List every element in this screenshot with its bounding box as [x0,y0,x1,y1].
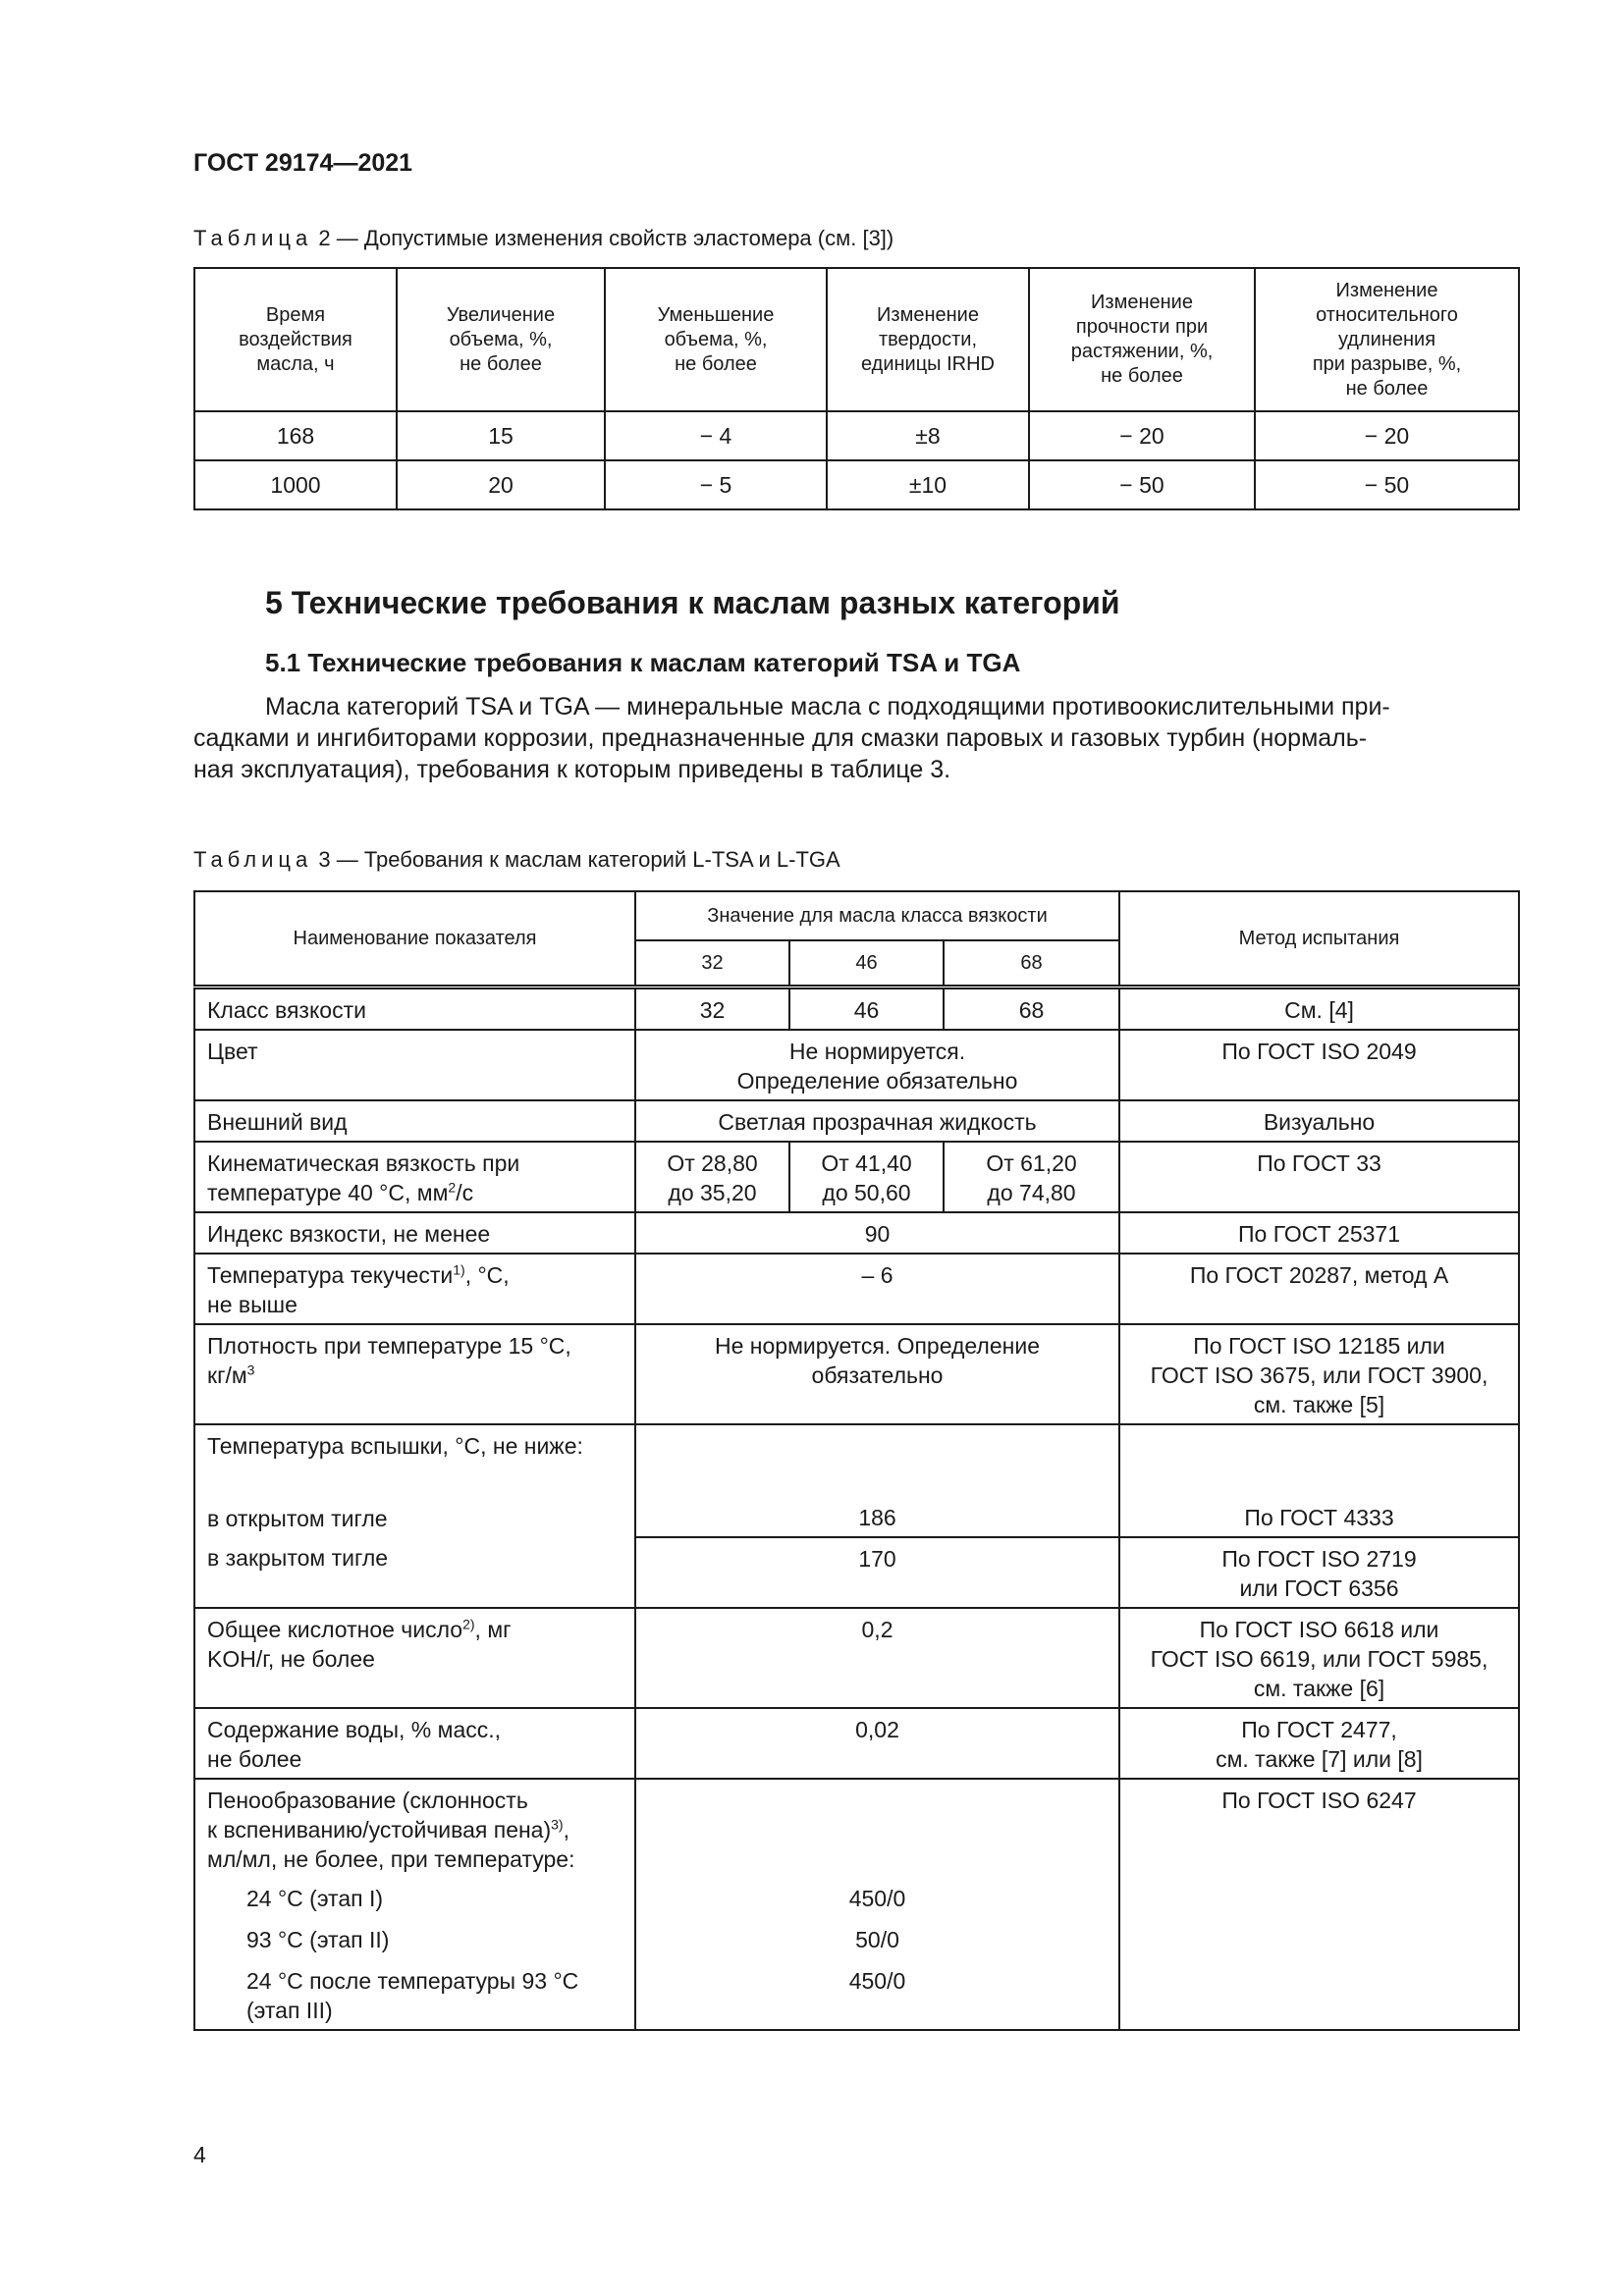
table2-cell: ±10 [827,460,1029,509]
table2-cell: 1000 [194,460,397,509]
table-cell-value: От 61,20 до 74,80 [944,1142,1119,1212]
paragraph-line: Масла категорий TSA и TGA — минеральные масла с подходящими противоокислительными при- [265,693,1390,721]
table-row [194,1424,1519,1537]
table2-cell: − 50 [1029,460,1255,509]
table3-caption [193,847,840,873]
table3-header-value-group: Значение для масла класса вязкости [635,891,1119,940]
table-cell-name: Цвет [194,1030,635,1100]
section-title: 5 Технические требования к маслам разных категорий [265,585,1120,620]
table-cell-name: Класс вязкости [194,988,635,1031]
table-cell-value: 68 [944,988,1119,1031]
table-cell-method: По ГОСТ 2477, см. также [7] или [8] [1119,1708,1519,1779]
table-cell-method: По ГОСТ ISO 6247 [1119,1779,1519,2030]
foam-stage-value: 50/0 [855,1927,899,1952]
table2-cell: − 50 [1255,460,1519,509]
table2-row [194,411,1519,460]
table2-cell: 168 [194,411,397,460]
table3-header-method: Метод испытания [1119,891,1519,988]
table-cell-value: 90 [635,1212,1119,1254]
foam-stage-value: 450/0 [848,1886,906,1911]
table-cell-name: Кинематическая вязкость при температуре 40 °С, $мм^2/с$ [194,1142,635,1212]
table-row [194,1608,1519,1708]
subsection-title: 5.1 Технические требования к маслам категорий TSA и TGA [265,648,1021,677]
table-row [194,1100,1519,1142]
table-cell-method: Визуально [1119,1100,1519,1142]
table3 [193,890,1520,2031]
table-cell-value: 0,02 [635,1708,1119,1779]
table-row [194,1708,1519,1779]
paragraph-line: ная эксплуатация), требования к которым приведены в таблице 3. [193,756,951,783]
table-cell-method: По ГОСТ 20287, метод А [1119,1254,1519,1324]
table2-header-row [194,268,1519,411]
table-cell-value: – 6 [635,1254,1119,1324]
table-cell-method: По ГОСТ ISO 6618 или ГОСТ ISO 6619, или ГОСТ 5985, см. также [6] [1119,1608,1519,1708]
table-row [194,1212,1519,1254]
table-cell-name: Индекс вязкости, не менее [194,1212,635,1254]
table2-header-cell: Изменение относительного удлинения при разрыве, %, не более [1255,268,1519,411]
foam-stage-label: 93 °С (этап II) [246,1927,390,1952]
table3-header-name: Наименование показателя [194,891,635,988]
table-cell-name: в закрытом тигле [194,1537,635,1608]
table-cell-value: 32 [635,988,789,1031]
table2 [193,267,1520,510]
table-row [194,1142,1519,1212]
table-cell-value: От 28,80 до 35,20 [635,1142,789,1212]
table-cell-method: По ГОСТ ISO 12185 или ГОСТ ISO 3675, или ГОСТ 3900, см. также [5] [1119,1324,1519,1424]
table-cell-method: См. [4] [1119,988,1519,1031]
table-cell-value: Не нормируется. Определение обязательно [635,1030,1119,1100]
table3-header-class: 32 [635,940,789,988]
table-cell-value: 0,2 [635,1608,1119,1708]
table2-header-cell: Увеличение объема, %, не более [397,268,605,411]
page-number: 4 [193,2142,206,2167]
table2-row [194,460,1519,509]
table3-caption-text: 3 — Требования к маслам категорий L-TSA и L-TGA [312,847,840,872]
table-row [194,1254,1519,1324]
foam-stage-label: (этап III) [246,1998,333,2023]
table-cell-name: Общее кислотное число$^{2)}$, мг KOH/г, не более [194,1608,635,1708]
table-row [194,1537,1519,1608]
table2-header-cell: Изменение твердости, единицы IRHD [827,268,1029,411]
table-cell-name: Плотность при температуре 15 °С, $кг/м^3$ [194,1324,635,1424]
table3-caption-word: Таблица [193,847,313,872]
table2-cell: ±8 [827,411,1029,460]
table-cell-name: Температура текучести$^{1)}$, °С, не выше [194,1254,635,1324]
table-cell-value: 46 [789,988,944,1031]
table-cell-method: По ГОСТ 33 [1119,1142,1519,1212]
table2-cell: 20 [397,460,605,509]
table3-header-row [194,891,1519,940]
foam-stage-label: 24 °С после температуры 93 °С [246,1968,579,1994]
table2-cell: 15 [397,411,605,460]
table-cell-name: Температура вспышки, °С, не ниже: в открытом тигле [194,1424,635,1537]
paragraph [193,691,1518,785]
table-cell-method: По ГОСТ ISO 2049 [1119,1030,1519,1100]
table-cell-value: Светлая прозрачная жидкость [635,1100,1119,1142]
table-cell-method: По ГОСТ ISO 2719 или ГОСТ 6356 [1119,1537,1519,1608]
table2-caption [193,226,893,251]
table-cell-value: 170 [635,1537,1119,1608]
table2-cell: − 5 [605,460,827,509]
table2-header-cell: Время воздействия масла, ч [194,268,397,411]
table-row [194,1030,1519,1100]
table-cell-method: По ГОСТ 4333 [1119,1424,1519,1537]
table-cell-method: По ГОСТ 25371 [1119,1212,1519,1254]
table-row [194,1779,1519,2030]
table2-cell: − 4 [605,411,827,460]
table2-caption-text: 2 — Допустимые изменения свойств эластомера (см. [3]) [312,226,894,250]
table-cell-name: Содержание воды, % масс., не более [194,1708,635,1779]
table2-caption-word: Таблица [193,226,313,250]
table2-cell: − 20 [1255,411,1519,460]
table-cell-name: Внешний вид [194,1100,635,1142]
table3-header-class: 46 [789,940,944,988]
table-cell-name: Пенообразование (склонность к вспениванию/устойчивая пена)$^{3)}$, мл/мл, не более, при температуре: 24 °С (этап I) 93 °С (этап II) 24 °С после температуры 93 °С (этап III) [194,1779,635,2030]
table-cell-value: 186 [635,1424,1119,1537]
table2-cell: − 20 [1029,411,1255,460]
table2-header-cell: Уменьшение объема, %, не более [605,268,827,411]
paragraph-line: садками и ингибиторами коррозии, предназначенные для смазки паровых и газовых турбин (нормаль- [193,724,1368,752]
table2-header-cell: Изменение прочности при растяжении, %, не более [1029,268,1255,411]
document-code: ГОСТ 29174—2021 [193,149,413,177]
table-cell-value [635,1779,1119,2030]
table3-header-class: 68 [944,940,1119,988]
foam-stage-value: 450/0 [848,1968,906,1994]
table-cell-value: От 41,40 до 50,60 [789,1142,944,1212]
table-cell-value: Не нормируется. Определение обязательно [635,1324,1119,1424]
table-row [194,988,1519,1031]
table-row [194,1324,1519,1424]
foam-stage-label: 24 °С (этап I) [246,1886,384,1911]
